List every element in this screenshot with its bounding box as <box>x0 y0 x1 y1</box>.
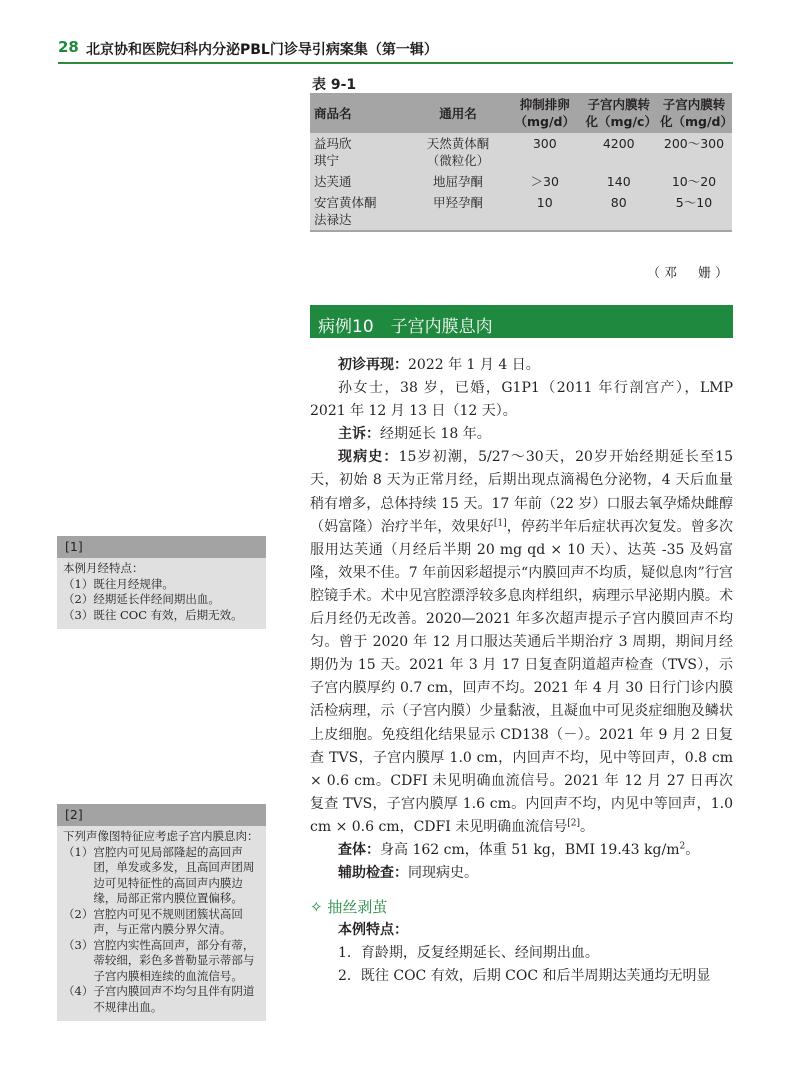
note-list-item <box>63 938 260 985</box>
page-number: 28 <box>58 38 79 56</box>
history-text-2: ，停药半年后症状再次复发。曾多次服用达芙通（月经后半期 20 mg qd × 10 天）、达英 -35 及妈富隆，效果不佳。7 年前因彩超提示“内膜回声不均质，疑似息肉”行宫腔镜手术。术中见宫腔漂浮较多息肉样组织，病理示早泌期内膜。术后月经仍无改善。2020—2021 年多次超声提示子宫内膜回声不均匀。曾于 2020 年 12 月口服达芙通后半期治疗 3 周期，期间月经期仍为 15 天。2021 年 3 月 17 日复查阴道超声检查（TVS），示子宫内膜厚约 0.7 cm，回声不均。2021 年 4 月 30 日行门诊内膜活检病理，示（子宫内膜）少量黏液，且凝血中可见炎症细胞及鳞状上皮细胞。免疫组化结果显示 CD138（－）。2021 年 9 月 2 日复查 TVS，子宫内膜厚 1.0 cm，内回声不均，见中等回声，0.8 cm × 0.6 cm。CDFI 未见明确血流信号。2021 年 12 月 27 日再次复查 TVS，子宫内膜厚 1.6 cm。内回声不均，内见中等回声，1.0 cm × 0.6 cm，CDFI 未见明确血流信号 <box>310 518 734 835</box>
exam-superscript: 2 <box>679 841 686 852</box>
aux-exam-paragraph <box>310 862 733 885</box>
cell-brand: 达芙通 <box>310 171 408 192</box>
note-item-number: （1） <box>63 576 94 591</box>
header-transformation-per-day: 子宫内膜转化（mg/d） <box>656 93 732 133</box>
history-label: 现病史： <box>338 449 399 466</box>
cell-transform-c: 4200 <box>582 133 656 171</box>
case-heading-band <box>310 305 733 338</box>
analysis-heading: ✧ 抽丝剥茧 <box>310 898 388 917</box>
side-note-1 <box>57 536 266 629</box>
book-title: 北京协和医院妇科内分泌PBL门诊导引病案集（第一辑） <box>86 42 438 58</box>
present-history-paragraph <box>310 446 733 839</box>
exam-text: 身高 162 cm，体重 51 kg，BMI 19.43 kg/m <box>380 841 680 858</box>
note-list-item <box>63 608 260 624</box>
table-row <box>310 133 732 171</box>
cell-ovulation: 300 <box>508 133 582 171</box>
note-body <box>57 826 266 1021</box>
header-generic-name: 通用名 <box>408 93 508 133</box>
patient-info-paragraph: 孙女士，38 岁，已婚，G1P1（2011 年行剖宫产），LMP 2021 年 12 月 13 日（12 天）。 <box>310 380 733 420</box>
features-title: 本例特点： <box>338 922 408 939</box>
progestin-table <box>310 93 732 232</box>
aux-exam-text: 同现病史。 <box>408 865 478 882</box>
table-row <box>310 171 732 192</box>
cell-ovulation: 10 <box>508 192 582 231</box>
note-item-number: （4） <box>63 984 94 998</box>
table-header-row <box>310 93 732 133</box>
cell-transform-d: 200～300 <box>656 133 732 171</box>
reference-marker-1: [1] <box>493 518 507 528</box>
cell-transform-d: 5～10 <box>656 192 732 231</box>
note-list-item <box>63 592 260 608</box>
case-title: 病例10 子宫内膜息肉 <box>318 317 493 337</box>
note-item-text: 宫腔内可见不规则团簇状高回声，与正常内膜分界欠清。 <box>93 906 243 936</box>
cell-ovulation: ＞30 <box>508 171 582 192</box>
note-intro: 本例月经特点： <box>63 561 144 575</box>
note-item-text: 宫腔内实性高回声，部分有蒂，蒂较细，彩色多普勒显示蒂部与子宫内膜相连续的血流信号。 <box>93 937 255 983</box>
first-visit-paragraph <box>310 354 733 377</box>
page-header <box>58 38 734 62</box>
cell-brand: 安宫黄体酮 法禄达 <box>310 192 408 231</box>
note-list-item <box>63 984 260 1015</box>
reference-marker-2: [2] <box>567 818 580 829</box>
exam-end: 。 <box>685 841 700 858</box>
complaint-text: 经期延长 18 年。 <box>380 426 491 443</box>
note-body <box>57 558 266 629</box>
note-item-text: 既往 COC 有效，后期无效。 <box>93 607 243 622</box>
first-visit-text: 2022 年 1 月 4 日。 <box>408 357 540 373</box>
history-text-3: 。 <box>579 818 594 835</box>
cell-generic: 甲羟孕酮 <box>408 192 508 231</box>
note-list-item <box>63 577 260 593</box>
first-visit-label: 初诊再现： <box>338 357 408 373</box>
complaint-paragraph <box>310 423 733 446</box>
aux-exam-label: 辅助检查： <box>338 865 408 882</box>
note-item-number: （1） <box>63 844 94 859</box>
note-item-text: 经期延长伴经间期出血。 <box>93 592 220 606</box>
feature-item: 2．既往 COC 有效，后期 COC 和后半周期达芙通均无明显 <box>338 968 711 985</box>
note-tag: [2] <box>57 804 266 826</box>
complaint-label: 主诉： <box>338 426 380 443</box>
cell-transform-d: 10～20 <box>656 171 732 192</box>
cell-transform-c: 140 <box>582 171 656 192</box>
table-row <box>310 192 732 231</box>
note-item-number: （3） <box>63 607 94 622</box>
note-tag: [1] <box>57 536 266 558</box>
note-item-text: 宫腔内可见局部隆起的高回声团，单发或多发，且高回声团周边可见特征性的高回声内膜边缘，局部正常内膜位置偏移。 <box>93 844 255 905</box>
note-item-number: （2） <box>63 592 94 606</box>
header-rule <box>58 62 733 64</box>
exam-paragraph <box>310 839 733 862</box>
author-signature: （邓 姗） <box>646 266 732 281</box>
case-body <box>310 354 733 988</box>
note-item-text: 子宫内膜回声不均匀且伴有阴道不规律出血。 <box>93 984 255 1014</box>
cell-generic: 地屈孕酮 <box>408 171 508 192</box>
note-item-text: 既往月经规律。 <box>93 576 174 591</box>
note-item-number: （2） <box>63 906 94 921</box>
note-list-item <box>63 845 260 907</box>
feature-item: 1．育龄期，反复经期延长、经间期出血。 <box>338 945 599 962</box>
cell-transform-c: 80 <box>582 192 656 231</box>
cell-generic: 天然黄体酮 （微粒化） <box>408 133 508 171</box>
note-item-number: （3） <box>63 937 94 952</box>
exam-label: 查体： <box>338 841 380 858</box>
header-ovulation-inhibition: 抑制排卵（mg/d） <box>508 93 582 133</box>
header-brand-name: 商品名 <box>310 93 408 133</box>
note-list-item <box>63 907 260 938</box>
side-note-2 <box>57 804 266 1021</box>
header-transformation-per-cycle: 子宫内膜转化（mg/c） <box>582 93 656 133</box>
table-caption: 表 9-1 <box>312 77 357 93</box>
note-intro: 下列声像图特征应考虑子宫内膜息肉： <box>63 829 259 843</box>
history-text-1: 15岁初潮，5/27～30天，20岁开始经期延长至15天，初始 8 天为正常月经，后期出现点滴褐色分泌物，4 天后血量稍有增多，总体持续 15 天。17 年前（22 岁）口服去氧孕烯炔雌醇（妈富隆）治疗半年，效果好 <box>310 449 733 535</box>
cell-brand: 益玛欣 琪宁 <box>310 133 408 171</box>
